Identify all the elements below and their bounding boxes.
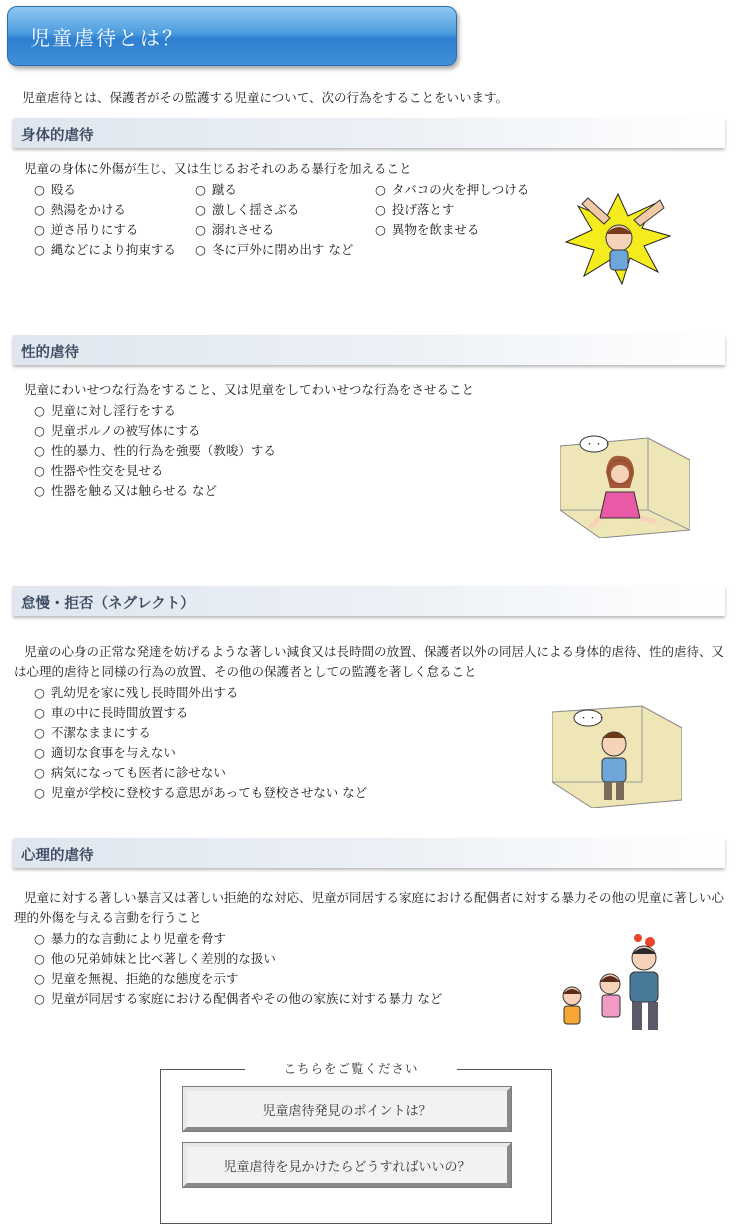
list-item: ○ 投げ落とす [375,202,455,217]
list-item: ○ 性器や性交を見せる [34,463,164,478]
list-item: ○ 児童ポルノの被写体にする [34,423,201,438]
list-item: ○ 児童が同居する家庭における配偶者やその他の家族に対する暴力 など [34,991,443,1006]
list-item: ○ 児童に対し淫行をする [34,403,176,418]
page-title-banner [7,6,457,66]
list-item: ○ 乳幼児を家に残し長時間外出する [34,685,239,700]
father-yelling-at-children-illustration [548,932,672,1036]
list-item: ○ 暴力的な言動により児童を脅す [34,931,226,946]
section-description: 児童の身体に外傷が生じ、又は生じるおそれのある暴行を加えること [24,161,412,176]
neglected-child-in-corner-illustration [552,702,682,808]
list-item: ○ タバコの火を押しつける [375,182,530,197]
child-being-hit-illustration [562,190,674,286]
page-title: 児童虐待とは？ [30,26,184,50]
section-description: 児童の心身の正常な発達を妨げるような著しい減食又は長時間の放置、保護者以外の同居人による身体的虐待、性的虐待、又は心理的虐待と同様の行為の放置、その他の保護者としての監護を著しく怠ること [14,644,725,679]
section-description: 児童に対する著しい暴言又は著しい拒絶的な対応、児童が同居する家庭における配偶者に対する暴力その他の児童に著しい心理的外傷を与える言動を行うこと [14,890,725,925]
list-item: ○ 熱湯をかける [34,202,126,217]
section-description: 児童にわいせつな行為をすること、又は児童をしてわいせつな行為をさせること [24,382,475,397]
section-heading: 心理的虐待 [21,848,94,864]
list-item: ○ 性的暴力、性的行為を強要（教唆）する [34,443,276,458]
list-item: ○ 不潔なままにする [34,725,151,740]
section-header-sexual-abuse [13,335,725,365]
list-item: ○ 縄などにより拘束する [34,242,176,257]
section-heading: 性的虐待 [21,345,79,361]
section-header-physical-abuse [13,118,725,148]
list-item: ○ 他の兄弟姉妹と比べ著しく差別的な扱い [34,951,276,966]
list-item: ○ 蹴る [195,182,237,197]
list-item: ○ 異物を飲ませる [375,222,480,237]
links-caption: こちらをご覧ください [245,1059,457,1075]
list-item: ○ 児童を無視、拒絶的な態度を示す [34,971,239,986]
list-item: ○ 性器を触る又は触らせる など [34,483,218,498]
list-item: ○ 児童が学校に登校する意思があっても登校させない など [34,785,368,800]
list-item: ○ 溺れさせる [195,222,275,237]
list-item: ○ 適切な食事を与えない [34,745,176,760]
list-item: ○ 車の中に長時間放置する [34,705,189,720]
section-heading: 怠慢・拒否（ネグレクト） [21,596,195,612]
section-heading: 身体的虐待 [21,128,94,144]
what-to-do-button[interactable]: 児童虐待を見かけたらどうすればいいの？ [183,1143,511,1187]
distressed-girl-in-corner-illustration [560,432,690,538]
list-item: ○ 逆さ吊りにする [34,222,139,237]
section-header-psychological-abuse [13,838,725,868]
svg-text:・・・: ・・・ [585,440,613,450]
detection-points-button[interactable]: 児童虐待発見のポイントは？ [183,1087,511,1131]
intro-text: 児童虐待とは、保護者がその監護する児童について、次の行為をすることをいいます。 [22,90,509,105]
list-item: ○ 殴る [34,182,76,197]
section-header-neglect [13,586,725,616]
list-item: ○ 冬に戸外に閉め出す など [195,242,354,257]
svg-text:・・・: ・・・ [579,714,607,724]
list-item: ○ 病気になっても医者に診せない [34,765,226,780]
list-item: ○ 激しく揺さぶる [195,202,300,217]
